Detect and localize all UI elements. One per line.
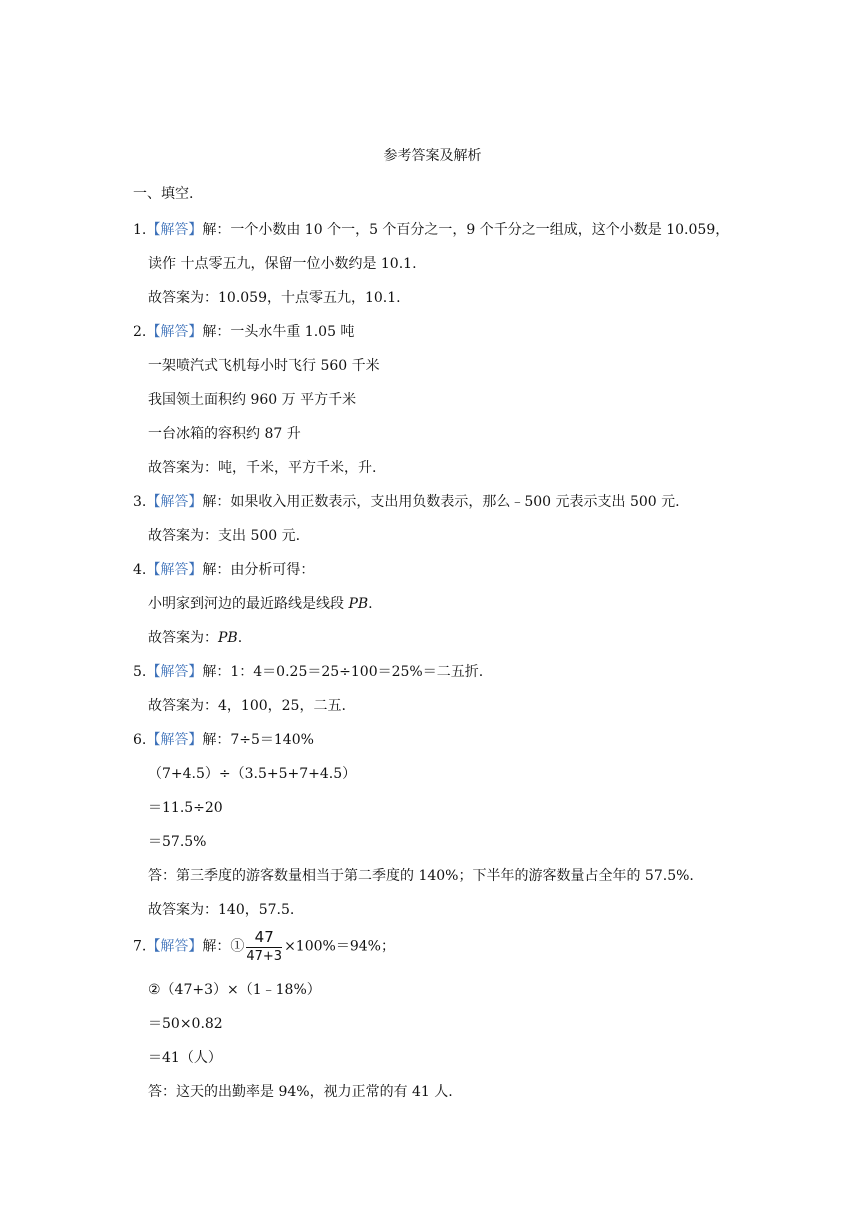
answer-line: 我国领土面积约 960 万 平方千米 <box>148 392 357 408</box>
question-5 <box>133 662 483 682</box>
answer-line: 读作 十点零五九，保留一位小数约是 10.1. <box>148 256 417 272</box>
answer-text: 解：一头水牛重 1.05 吨 <box>202 324 355 340</box>
answer-tag: 【解答】 <box>146 494 203 510</box>
question-number: 5. <box>133 664 147 680</box>
segment-label: PB <box>218 630 238 646</box>
question-number: 6. <box>133 732 147 748</box>
fraction <box>246 930 282 963</box>
answer-line: ＝11.5÷20 <box>148 800 223 816</box>
section-heading: 一、填空. <box>133 186 194 202</box>
answer-text: 解：一个小数由 10 个一，5 个百分之一，9 个千分之一组成，这个小数是 10.059， <box>202 222 730 238</box>
answer-text: . <box>368 596 373 612</box>
answer-line: ②（47+3）×（1﹣18%） <box>148 982 321 998</box>
question-4 <box>133 560 314 580</box>
question-7 <box>133 930 395 963</box>
answer-tag: 【解答】 <box>146 732 203 748</box>
answer-tag: 【解答】 <box>146 938 203 955</box>
answer-line: ＝41（人） <box>148 1050 222 1066</box>
answer-line: 故答案为：4，100，25，二五. <box>148 698 346 714</box>
page-title: 参考答案及解析 <box>383 148 482 164</box>
answer-line: 答：这天的出勤率是 94%，视力正常的有 41 人. <box>148 1084 453 1100</box>
fraction-numerator: 47 <box>254 928 274 946</box>
segment-label: PB <box>348 596 369 612</box>
question-3 <box>133 492 680 512</box>
answer-line: 故答案为：吨，千米，平方千米，升. <box>148 460 377 476</box>
question-number: 7. <box>133 938 147 955</box>
answer-text: 解：1：4＝0.25＝25÷100＝25%＝二五折. <box>202 664 484 680</box>
answer-text: 故答案为： <box>148 630 218 646</box>
answer-line: （7+4.5）÷（3.5+5+7+4.5） <box>148 766 357 782</box>
question-6 <box>133 730 314 750</box>
answer-text: 解：如果收入用正数表示，支出用负数表示，那么﹣500 元表示支出 500 元. <box>202 494 680 510</box>
answer-line: ＝57.5% <box>148 834 207 850</box>
answer-tag: 【解答】 <box>146 562 203 578</box>
question-1 <box>133 220 729 240</box>
answer-text: ×100%＝94%； <box>284 938 395 955</box>
answer-line: 一架喷汽式飞机每小时飞行 560 千米 <box>148 358 380 374</box>
answer-line: ＝50×0.82 <box>148 1016 223 1032</box>
answer-tag: 【解答】 <box>146 324 203 340</box>
question-number: 1. <box>133 222 147 238</box>
answer-text: 解：7÷5＝140% <box>202 732 314 748</box>
answer-line: 故答案为：10.059，十点零五九，10.1. <box>148 290 401 306</box>
question-number: 4. <box>133 562 147 578</box>
question-number: 2. <box>133 324 147 340</box>
fraction-denominator: 47+3 <box>246 949 283 964</box>
question-2 <box>133 322 354 342</box>
answer-tag: 【解答】 <box>146 222 203 238</box>
answer-text: 解：① <box>202 938 245 955</box>
answer-line: 故答案为：140，57.5. <box>148 902 295 918</box>
answer-line <box>148 628 242 648</box>
answer-line: 一台冰箱的容积约 87 升 <box>148 426 301 442</box>
answer-text: 小明家到河边的最近路线是线段 <box>148 596 349 612</box>
answer-line <box>148 594 373 614</box>
answer-text: 解：由分析可得： <box>202 562 315 578</box>
answer-line: 故答案为：支出 500 元. <box>148 528 301 544</box>
answer-tag: 【解答】 <box>146 664 203 680</box>
answer-text: . <box>237 630 243 646</box>
question-number: 3. <box>133 494 147 510</box>
answer-line: 答：第三季度的游客数量相当于第二季度的 140%；下半年的游客数量占全年的 57.5%. <box>148 868 694 884</box>
